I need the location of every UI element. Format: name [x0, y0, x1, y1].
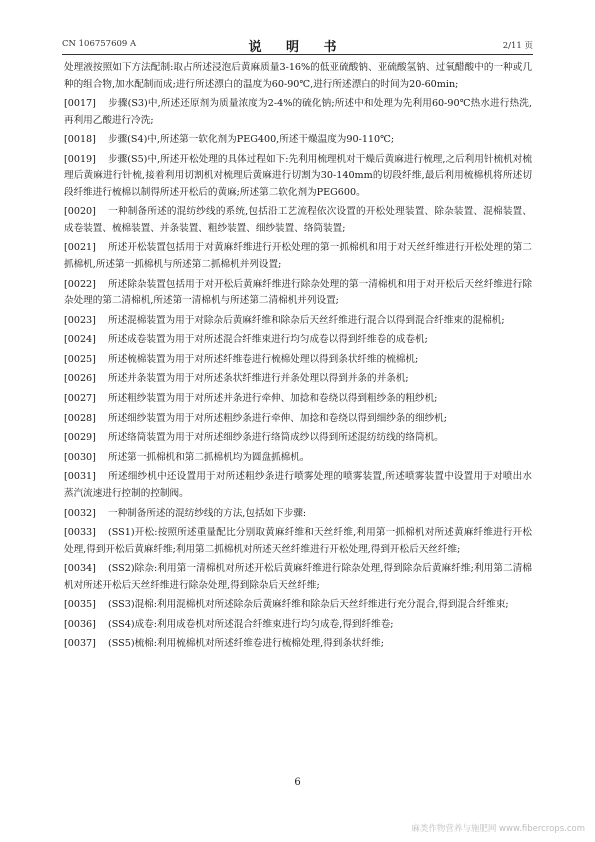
paragraph-text: 所述并条装置为用于对所述条状纤维进行并条处理以得到并条的并条机;: [108, 373, 409, 385]
paragraph: [64, 371, 532, 388]
paragraph: [64, 96, 532, 129]
paragraph-text: 步骤(S5)中,所述开松处理的具体过程如下:先利用梳理机对干燥后黄麻进行梳理,之后利用针梳机对梳理后黄麻进行针梳,接着利用切割机对梳理后黄麻进行切割为30-140mm的切段纤维,最后利用梳棉机将所述切段纤维进行梳棉以制得所述开松后的黄麻;所述第二软化剂为PEG600。: [64, 153, 532, 198]
paragraph-text: (SS1)开松:按照所述重量配比分别取黄麻纤维和天丝纤维,利用第一抓棉机对所述黄麻纤维进行开松处理,得到开松后黄麻纤维;利用第二抓棉机对所述天丝纤维进行开松处理,得到开松后天丝纤维;: [64, 527, 532, 555]
paragraph: [64, 352, 532, 369]
document-title: 说 明 书: [248, 40, 347, 55]
page-number: 6: [294, 777, 301, 788]
paragraph-text: 所述除杂装置包括用于对开松后黄麻纤维进行除杂处理的第一清棉机和用于对开松后天丝纤维进行除杂处理的第二清棉机,所述第一清棉机与所述第二清棉机并列设置;: [64, 278, 532, 307]
paragraph-number: [0031]: [64, 471, 96, 483]
paragraph-text: 所述粗纱装置为用于对所述并条进行牵伸、加捻和卷绕以得到粗纱条的粗纱机;: [108, 393, 438, 405]
paragraph-number: [0025]: [64, 353, 96, 365]
paragraph-text: 所述细纱机中还设置用于对所述粗纱条进行喷雾处理的喷雾装置,所述喷雾装置中设置用于对喷出水蒸汽流速进行控制的控制阀。: [64, 471, 532, 499]
website-watermark: 麻类作物营养与施肥网 www.fibercrops.com: [411, 824, 585, 834]
paragraph-number: [0035]: [64, 599, 96, 611]
paragraph-number: [0026]: [64, 373, 96, 385]
paragraph-text: 步骤(S3)中,所述还原剂为质量浓度为2-4%的硫化钠;所述中和处理为先利用60-90℃热水进行热洗,再利用乙酸进行冷洗;: [64, 98, 532, 126]
paragraph: [64, 469, 532, 502]
paragraph: [64, 561, 532, 594]
paragraph-text: 所述梳棉装置为用于对所述纤维卷进行梳棉处理以得到条状纤维的梳棉机;: [108, 353, 419, 365]
paragraph-text: 所述第一抓棉机和第二抓棉机均为圆盘抓棉机。: [108, 451, 310, 463]
paragraph-text: 所述成卷装置为用于对所述混合纤维束进行均匀成卷以得到纤维卷的成卷机;: [108, 334, 428, 346]
paragraph-number: [0020]: [64, 206, 96, 218]
paragraph-text: 处理液按照如下方法配制:取占所述浸泡后黄麻质量3-16%的低亚硫酸钠、亚硫酸氢钠、过氧醋酸中的一种或几种的组合物,加水配制而成;进行所述漂白的温度为60-90℃,进行所述漂白的时间为20-60min;: [64, 62, 532, 90]
paragraph-text: (SS4)成卷:利用成卷机对所述混合纤维束进行均匀成卷,得到纤维卷;: [108, 618, 394, 630]
paragraph-number: [0036]: [64, 618, 96, 630]
paragraph: [64, 277, 532, 310]
paragraph-text: 一种制备所述的混纺纱线的系统,包括沿工艺流程依次设置的开松处理装置、除杂装置、混棉装置、成卷装置、梳棉装置、并条装置、粗纱装置、细纱装置、络筒装置;: [64, 206, 532, 234]
paragraph-number: [0034]: [64, 563, 96, 575]
paragraph-number: [0017]: [64, 98, 96, 110]
page-count: 2/11 页: [502, 41, 533, 51]
paragraph: [64, 152, 532, 202]
paragraph-text: 所述络筒装置为用于对所述细纱条进行络筒成纱以得到所述混纺纺线的络筒机。: [108, 432, 444, 444]
paragraph-number: [0037]: [64, 638, 96, 650]
paragraph-number: [0029]: [64, 432, 96, 444]
paragraph: [64, 240, 532, 273]
paragraph-text: 所述混棉装置为用于对除杂后黄麻纤维和除杂后天丝纤维进行混合以得到混合纤维束的混棉机;: [108, 314, 505, 326]
paragraph-number: [0023]: [64, 314, 96, 326]
paragraph: [64, 597, 532, 614]
paragraph-number: [0033]: [64, 527, 96, 539]
paragraph-number: [0028]: [64, 412, 96, 424]
document-body: [64, 60, 532, 656]
paragraph-number: [0024]: [64, 334, 96, 346]
paragraph-text: (SS3)混棉:利用混棉机对所述除杂后黄麻纤维和除杂后天丝纤维进行充分混合,得到混合纤维束;: [108, 599, 509, 611]
paragraph: [64, 411, 532, 428]
paragraph: [64, 450, 532, 467]
paragraph-number: [0022]: [64, 278, 96, 290]
paragraph-number: [0021]: [64, 242, 96, 254]
paragraph-number: [0018]: [64, 134, 96, 146]
paragraph: [64, 313, 532, 330]
paragraph-text: (SS2)除杂:利用第一清棉机对所述开松后黄麻纤维进行除杂处理,得到除杂后黄麻纤维;利用第二清棉机对所述开松后天丝纤维进行除杂处理,得到除杂后天丝纤维;: [64, 563, 532, 591]
paragraph: [64, 506, 532, 523]
paragraph: [64, 132, 532, 149]
paragraph-number: [0027]: [64, 393, 96, 405]
page-header: [62, 36, 533, 55]
paragraph: [64, 525, 532, 558]
paragraph: [64, 636, 532, 653]
paragraph-number: [0019]: [64, 153, 96, 165]
patent-number: CN 106757609 A: [62, 39, 137, 49]
paragraph-text: (SS5)梳棉:利用梳棉机对所述纤维卷进行梳棉处理,得到条状纤维;: [108, 638, 384, 650]
paragraph: [64, 60, 532, 93]
paragraph-text: 所述开松装置包括用于对黄麻纤维进行开松处理的第一抓棉机和用于对天丝纤维进行开松处理的第二抓棉机,所述第一抓棉机与所述第二抓棉机并列设置;: [64, 242, 532, 270]
paragraph: [64, 204, 532, 237]
paragraph-number: [0032]: [64, 507, 96, 519]
paragraph: [64, 617, 532, 634]
paragraph: [64, 391, 532, 408]
paragraph-text: 步骤(S4)中,所述第一软化剂为PEG400,所述干燥温度为90-110℃;: [108, 134, 395, 146]
paragraph-text: 一种制备所述的混纺纱线的方法,包括如下步骤:: [108, 507, 307, 519]
paragraph-number: [0030]: [64, 451, 96, 463]
paragraph: [64, 332, 532, 349]
paragraph: [64, 430, 532, 447]
paragraph-text: 所述细纱装置为用于对所述粗纱条进行牵伸、加捻和卷绕以得到细纱条的细纱机;: [108, 412, 448, 424]
